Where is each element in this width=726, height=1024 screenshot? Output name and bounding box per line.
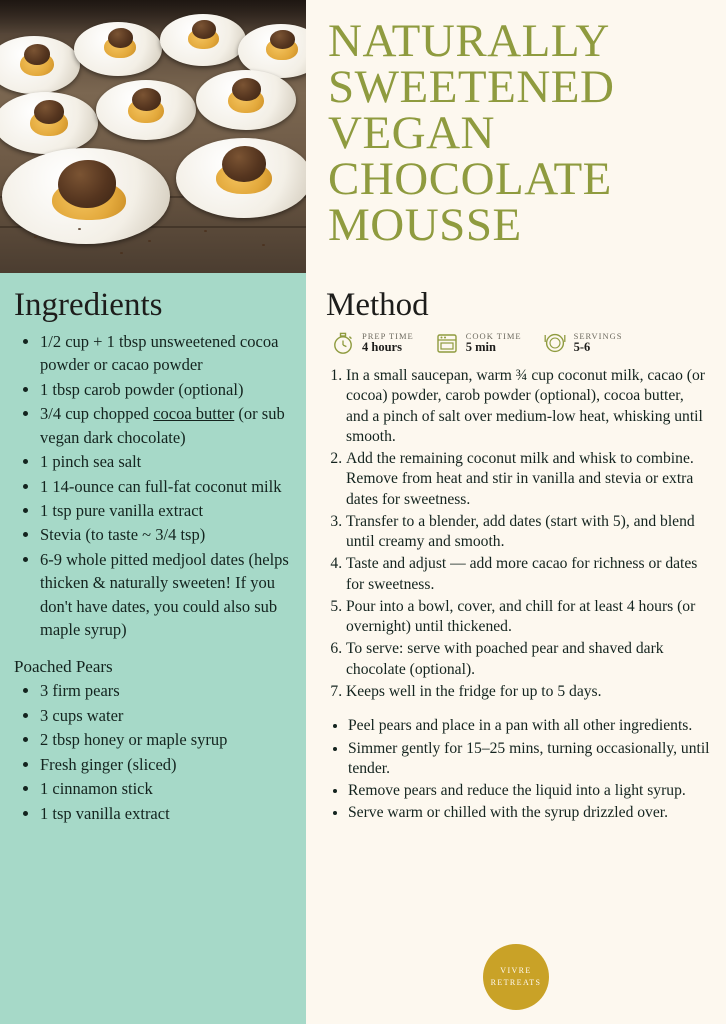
ingredient-text: 3/4 cup chopped cocoa butter (or sub vegan dark chocolate): [40, 404, 285, 447]
ingredient-text: 1 pinch sea salt: [40, 452, 142, 472]
title-area: [306, 0, 726, 273]
chocolate-crumb: [120, 252, 123, 254]
step-text: Remove pears and reduce the liquid into a light syrup.: [348, 782, 686, 800]
ingredient-text: 1 tsp pure vanilla extract: [40, 500, 204, 520]
meta-value: 5 min: [465, 339, 496, 354]
meta-value: 4 hours: [362, 339, 402, 354]
mousse-scoop: [192, 20, 216, 39]
list-item: [40, 499, 292, 522]
meta-servings: [542, 330, 623, 356]
meta-text: [574, 332, 623, 354]
step-text: In a small saucepan, warm ¾ cup coconut milk, cacao (or cocoa) powder, carob powder (optional), cocoa butter, and a pinch of salt over medium-low heat, whisking until smooth.: [346, 367, 705, 445]
meta-label: SERVINGS: [573, 330, 623, 341]
stopwatch-icon: [330, 330, 356, 356]
mousse-scoop: [232, 78, 261, 101]
chocolate-crumb: [78, 228, 81, 230]
step-text: Add the remaining coconut milk and whisk to combine. Remove from heat and stir in vanilla and stevia or extra dates for sweetness.: [346, 450, 694, 508]
plate-icon: [542, 330, 568, 356]
list-item: [346, 682, 710, 702]
list-item: [346, 512, 710, 553]
list-item: [40, 330, 292, 377]
mousse-scoop: [222, 146, 266, 182]
list-item: [40, 704, 292, 727]
list-item: [40, 450, 292, 473]
list-item: [346, 366, 710, 447]
content-body: [0, 273, 726, 1024]
ingredient-text: 2 tbsp honey or maple syrup: [40, 730, 228, 750]
recipe-meta: [330, 330, 710, 356]
poached-pears-list: [14, 679, 292, 825]
meta-prep-time: [330, 330, 414, 356]
list-item: [40, 777, 292, 800]
mousse-scoop: [58, 160, 116, 208]
meta-label: PREP TIME: [362, 330, 414, 341]
logo-line-2: RETREATS: [490, 978, 542, 987]
list-item: [40, 378, 292, 401]
oven-icon: [434, 330, 460, 356]
meta-value: 5-6: [573, 339, 591, 354]
list-item: [348, 739, 710, 780]
step-text: Pour into a bowl, cover, and chill for at least 4 hours (or overnight) until thickened.: [346, 597, 696, 636]
step-text: Peel pears and place in a pan with all other ingredients.: [348, 717, 693, 735]
meta-cook-time: [434, 330, 522, 356]
logo-line-1: VIVRE: [500, 966, 532, 975]
list-item: [348, 716, 710, 736]
ingredient-text: 3 cups water: [40, 705, 124, 725]
list-item: [348, 781, 710, 801]
header-band: [0, 0, 726, 273]
pear-method-list: [326, 716, 710, 823]
list-item: [346, 554, 710, 595]
method-heading: Method: [326, 287, 429, 323]
chocolate-crumb: [262, 244, 265, 246]
meta-text: [466, 332, 522, 354]
ingredient-text: Fresh ginger (sliced): [40, 754, 177, 774]
chocolate-crumb: [34, 236, 37, 238]
page-title: NATURALLY SWEETENED VEGAN CHOCOLATE MOUSSE: [328, 15, 615, 252]
list-item: [346, 639, 710, 680]
list-item: [40, 728, 292, 751]
list-item: [40, 475, 292, 498]
list-item: [40, 402, 292, 449]
ingredient-text: Stevia (to taste ~ 3/4 tsp): [40, 525, 206, 545]
list-item: [40, 548, 292, 642]
ingredient-text: 1 14-ounce can full-fat coconut milk: [40, 476, 282, 496]
meta-label: COOK TIME: [465, 330, 522, 341]
step-text: Transfer to a blender, add dates (start with 5), and blend until creamy and smooth.: [346, 512, 695, 551]
ingredients-list: [14, 330, 292, 641]
step-text: Keeps well in the fridge for up to 5 days.: [346, 682, 602, 700]
ingredients-heading: Ingredients: [14, 287, 163, 323]
list-item: [348, 803, 710, 823]
list-item: [346, 449, 710, 510]
mousse-scoop: [108, 28, 133, 48]
list-item: [40, 679, 292, 702]
ingredient-text: 3 firm pears: [40, 681, 120, 701]
chocolate-crumb: [204, 230, 207, 232]
brand-logo: [483, 944, 549, 1010]
mousse-scoop: [270, 30, 295, 49]
ingredients-panel: [0, 273, 306, 1024]
ingredient-text: 1 tbsp carob powder (optional): [40, 379, 244, 399]
method-panel: [306, 273, 726, 1024]
list-item: [40, 523, 292, 546]
poached-pears-heading: Poached Pears: [14, 657, 113, 677]
ingredient-text: 6-9 whole pitted medjool dates (helps thicken & naturally sweeten! If you don't have dates, you could also sub maple syrup): [40, 549, 289, 640]
recipe-photo: [0, 0, 306, 273]
list-item: [40, 802, 292, 825]
step-text: Taste and adjust — add more cacao for richness or dates for sweetness.: [346, 555, 698, 593]
ingredient-text: 1/2 cup + 1 tbsp unsweetened cocoa powder or cacao powder: [40, 332, 279, 375]
mousse-scoop: [132, 88, 161, 111]
step-text: To serve: serve with poached pear and shaved dark chocolate (optional).: [346, 640, 664, 678]
meta-text: [362, 332, 414, 354]
list-item: [346, 597, 710, 638]
mousse-scoop: [34, 100, 64, 124]
mousse-scoop: [24, 44, 50, 65]
chocolate-crumb: [148, 240, 151, 242]
ingredient-text: 1 tsp vanilla extract: [40, 803, 170, 823]
list-item: [40, 753, 292, 776]
method-steps: [326, 366, 710, 702]
ingredient-text: 1 cinnamon stick: [40, 779, 153, 799]
step-text: Simmer gently for 15–25 mins, turning occasionally, until tender.: [348, 739, 710, 777]
step-text: Serve warm or chilled with the syrup drizzled over.: [348, 804, 669, 822]
